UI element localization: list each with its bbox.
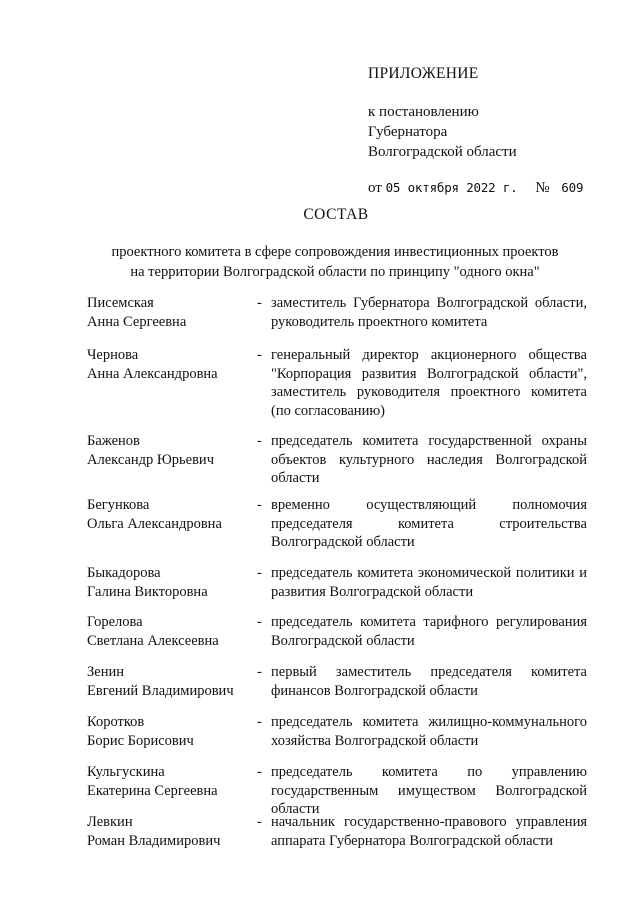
member-position: временно осуществляющий полномочия председателя комитета строительства Волгоградской области (271, 497, 587, 550)
member-given-name: Александр Юрьевич (87, 451, 214, 468)
member-given-name: Ольга Александровна (87, 515, 222, 532)
member-position: первый заместитель председателя комитета финансов Волгоградской области (271, 664, 587, 699)
member-given-name: Роман Владимирович (87, 832, 221, 849)
subheading-line: проектного комитета в сфере сопровождения инвестиционных проектов (111, 244, 559, 260)
member-given-name: Анна Александровна (87, 365, 218, 382)
member-row (87, 564, 587, 613)
document-subheading (80, 242, 590, 282)
member-given-name: Анна Сергеевна (87, 313, 187, 330)
member-name (87, 294, 257, 346)
subheading-line: на территории Волгоградской области по принципу "одного окна" (130, 264, 540, 280)
member-surname: Коротков (87, 714, 145, 730)
member-position: председатель комитета экономической политики и развития Волгоградской области (271, 565, 587, 600)
member-position: председатель комитета тарифного регулирования Волгоградской области (271, 614, 587, 649)
member-row (87, 432, 587, 496)
member-dash: - (257, 764, 262, 780)
member-dash: - (257, 295, 262, 311)
member-row (87, 813, 587, 853)
date-value: 05 октября 2022 г. (385, 180, 518, 195)
member-name (87, 763, 257, 813)
appendix-line: к постановлению (368, 104, 479, 120)
member-surname: Левкин (87, 814, 133, 830)
member-name (87, 346, 257, 432)
member-position: генеральный директор акционерного общества "Корпорация развития Волгоградской области", заместитель руководителя проектного комитета (по согласованию) (271, 347, 587, 419)
member-surname: Писемская (87, 295, 154, 311)
appendix-line: Волгоградской области (368, 144, 517, 160)
member-position: начальник государственно-правового управления аппарата Губернатора Волгоградской области (271, 814, 587, 849)
member-name (87, 663, 257, 713)
member-name (87, 564, 257, 613)
member-position: председатель комитета государственной охраны объектов культурного наследия Волгоградской области (271, 433, 587, 486)
member-surname: Зенин (87, 664, 124, 680)
member-name (87, 613, 257, 663)
member-row (87, 613, 587, 663)
member-surname: Кульгускина (87, 764, 165, 780)
member-given-name: Галина Викторовна (87, 583, 208, 600)
member-row (87, 496, 587, 564)
member-name (87, 713, 257, 763)
member-position: председатель комитета по управлению государственным имуществом Волгоградской области (271, 764, 587, 817)
member-row (87, 294, 587, 346)
member-position: председатель комитета жилищно-коммунального хозяйства Волгоградской области (271, 714, 587, 749)
member-position: заместитель Губернатора Волгоградской области, руководитель проектного комитета (271, 295, 587, 330)
appendix-title: ПРИЛОЖЕНИЕ (368, 65, 479, 82)
member-surname: Быкадорова (87, 565, 161, 581)
member-dash: - (257, 814, 262, 830)
member-dash: - (257, 664, 262, 680)
member-surname: Горелова (87, 614, 143, 630)
appendix-date-line (368, 178, 618, 198)
member-given-name: Евгений Владимирович (87, 682, 234, 699)
appendix-block (368, 64, 618, 198)
member-dash: - (257, 347, 262, 363)
appendix-line: Губернатора (368, 124, 448, 140)
date-prefix: от (368, 180, 382, 196)
member-row (87, 763, 587, 817)
member-name (87, 813, 257, 853)
member-name (87, 432, 257, 496)
member-name (87, 496, 257, 564)
member-dash: - (257, 714, 262, 730)
member-dash: - (257, 433, 262, 449)
member-row (87, 346, 587, 432)
member-surname: Чернова (87, 347, 139, 363)
member-dash: - (257, 614, 262, 630)
member-surname: Баженов (87, 433, 140, 449)
member-surname: Бегункова (87, 497, 150, 513)
member-dash: - (257, 497, 262, 513)
member-row (87, 663, 587, 713)
number-value: 609 (561, 180, 584, 195)
member-dash: - (257, 565, 262, 581)
member-given-name: Светлана Алексеевна (87, 632, 219, 649)
number-label: № (535, 180, 550, 196)
member-given-name: Борис Борисович (87, 732, 194, 749)
members-list (87, 294, 587, 853)
member-given-name: Екатерина Сергеевна (87, 782, 218, 799)
document-heading: СОСТАВ (303, 206, 369, 223)
member-row (87, 713, 587, 763)
